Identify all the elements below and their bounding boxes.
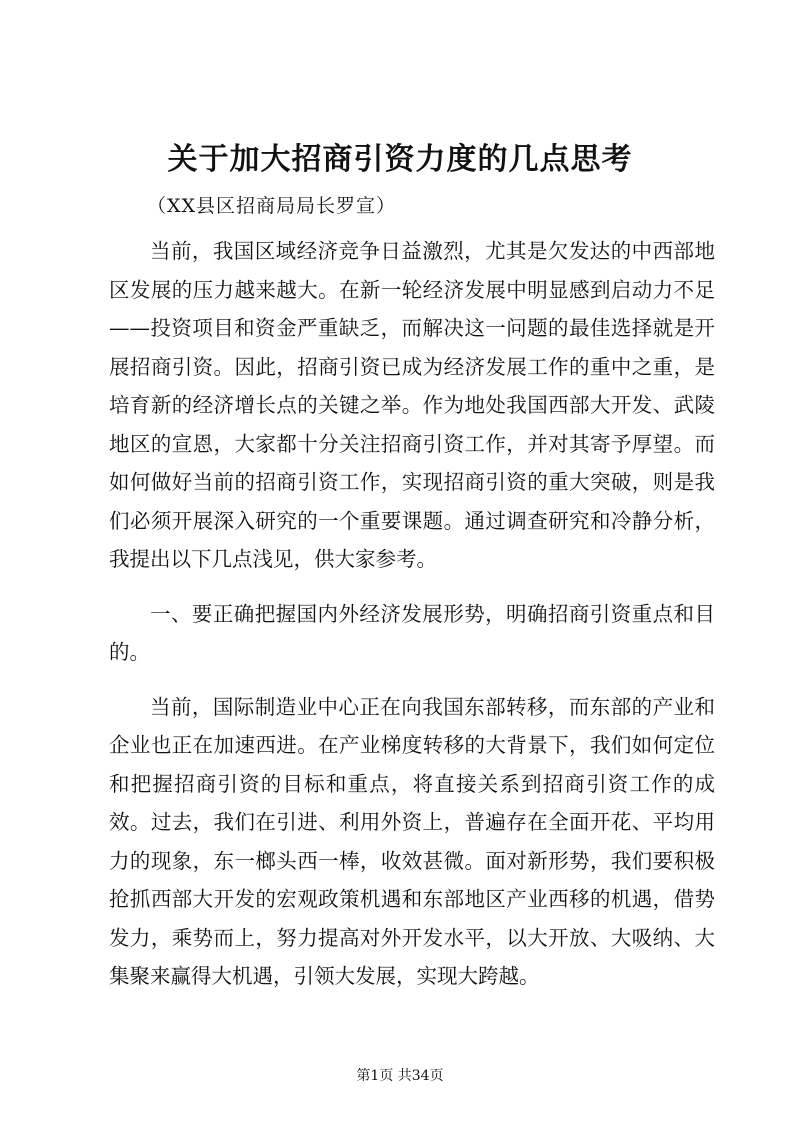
body-paragraph-section-1: 当前，国际制造业中心正在向我国东部转移，而东部的产业和企业也正在加速西进。在产业梯度转移的大背景下，我们如何定位和把握招商引资的目标和重点，将直接关系到招商引资工作的成效。过去，我们在引进、利用外资上，普遍存在全面开花、平均用力的现象，东一榔头西一棒，收效甚微。面对新形势，我们要积极抢抓西部大开发的宏观政策机遇和东部地区产业西移的机遇，借势发力，乘势而上，努力提高对外开发水平，以大开放、大吸纳、大集聚来赢得大机遇，引领大发展，实现大跨越。: [109, 694, 715, 988]
section-heading-1: 一、要正确把握国内外经济发展形势，明确招商引资重点和目的。: [109, 601, 715, 664]
author-line: （XX县区招商局局长罗宣）: [147, 195, 397, 217]
page-footer: 第1页 共34页: [356, 1068, 444, 1084]
document-title: 关于加大招商引资力度的几点思考: [167, 142, 633, 177]
body-paragraph-intro: 当前，我国区域经济竞争日益激烈，尤其是欠发达的中西部地区发展的压力越来越大。在新一轮经济发展中明显感到启动力不足——投资项目和资金严重缺乏，而解决这一问题的最佳选择就是开展招商引资。因此，招商引资已成为经济发展工作的重中之重，是培育新的经济增长点的关键之举。作为地处我国西部大开发、武陵地区的宣恩，大家都十分关注招商引资工作，并对其寄予厚望。而如何做好当前的招商引资工作，实现招商引资的重大突破，则是我们必须开展深入研究的一个重要课题。通过调查研究和冷静分析，我提出以下几点浅见，供大家参考。: [109, 239, 715, 571]
document-body: [109, 232, 715, 996]
